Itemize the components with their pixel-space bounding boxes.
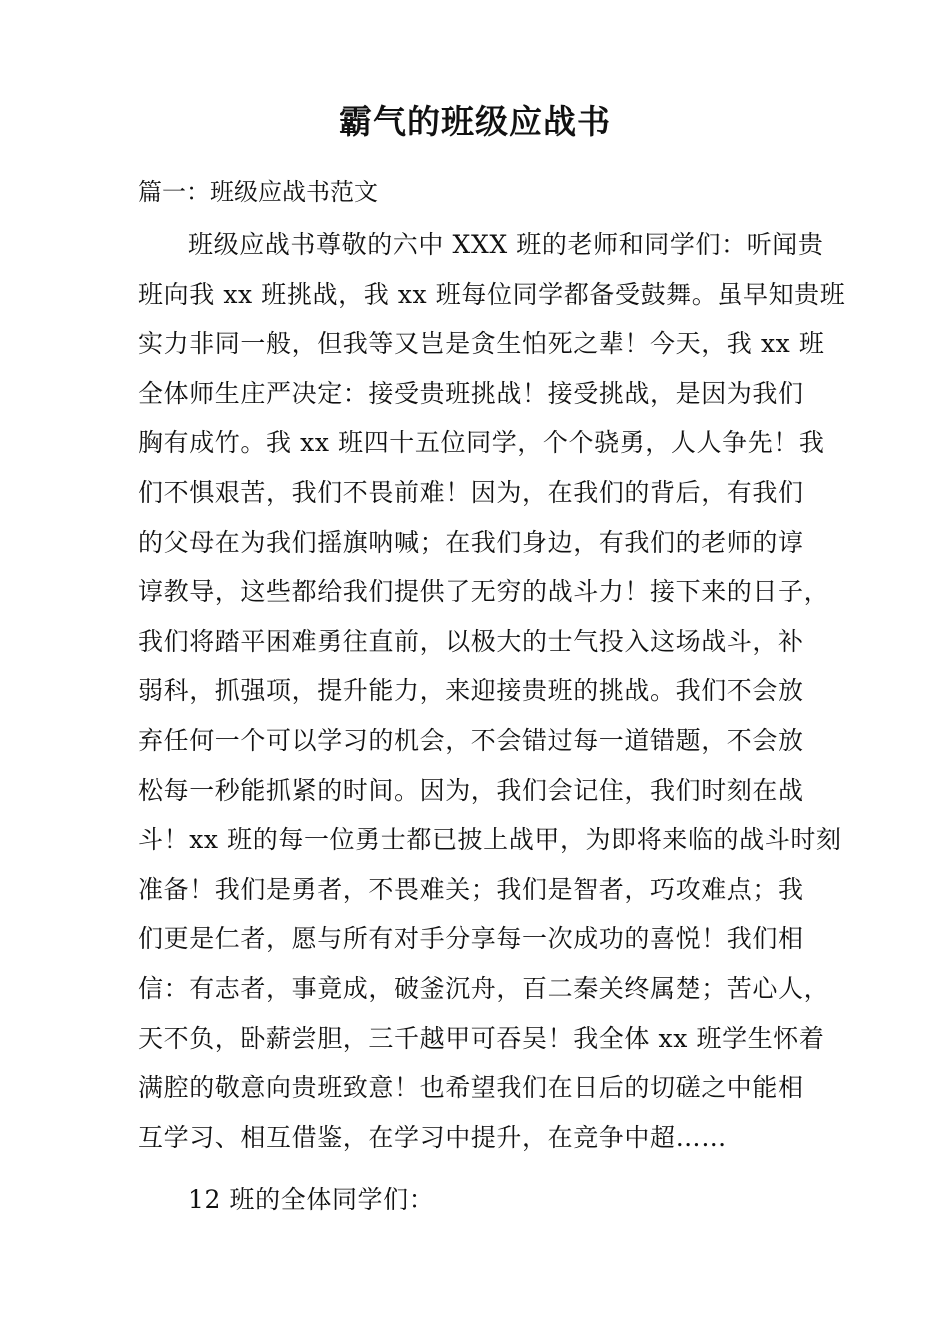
body-line: 弱科，抓强项，提升能力，来迎接贵班的挑战。我们不会放: [138, 676, 804, 706]
body-line: 班向我 xx 班挑战，我 xx 班每位同学都备受鼓舞。虽早知贵班: [138, 279, 846, 309]
document-title: 霸气的班级应战书: [339, 102, 611, 141]
body-line: 互学习、相互借鉴，在学习中提升，在竞争中超……: [138, 1122, 727, 1152]
body-line: 弃任何一个可以学习的机会，不会错过每一道错题，不会放: [138, 725, 804, 755]
body-line: 准备！我们是勇者，不畏难关；我们是智者，巧攻难点；我: [138, 874, 804, 904]
closing-line: 12 班的全体同学们：: [188, 1185, 435, 1214]
body-line: 班级应战书尊敬的六中 XXX 班的老师和同学们：听闻贵: [188, 230, 824, 259]
body-line: 天不负，卧薪尝胆，三千越甲可吞吴！我全体 xx 班学生怀着: [138, 1023, 825, 1053]
body-line: 松每一秒能抓紧的时间。因为，我们会记住，我们时刻在战: [138, 775, 804, 805]
section-heading: 篇一：班级应战书范文: [138, 178, 378, 206]
body-line: 们更是仁者，愿与所有对手分享每一次成功的喜悦！我们相: [138, 924, 804, 954]
body-line: 全体师生庄严决定：接受贵班挑战！接受挑战，是因为我们: [138, 378, 804, 408]
body-line: 实力非同一般，但我等又岂是贪生怕死之辈！今天，我 xx 班: [138, 329, 825, 359]
body-line: 谆教导，这些都给我们提供了无穷的战斗力！接下来的日子，: [138, 577, 830, 607]
body-line: 胸有成竹。我 xx 班四十五位同学，个个骁勇，人人争先！我: [138, 428, 825, 458]
body-line: 信：有志者，事竟成，破釜沉舟，百二秦关终属楚；苦心人，: [138, 973, 830, 1003]
body-paragraph: [138, 220, 846, 1162]
body-line: 满腔的敬意向贵班致意！也希望我们在日后的切磋之中能相: [138, 1073, 804, 1103]
body-line: 斗！xx 班的每一位勇士都已披上战甲，为即将来临的战斗时刻: [138, 825, 842, 855]
body-line: 的父母在为我们摇旗呐喊；在我们身边，有我们的老师的谆: [138, 527, 804, 557]
body-line: 我们将踏平困难勇往直前，以极大的士气投入这场战斗，补: [138, 626, 804, 656]
body-line: 们不惧艰苦，我们不畏前难！因为，在我们的背后，有我们: [138, 477, 804, 507]
